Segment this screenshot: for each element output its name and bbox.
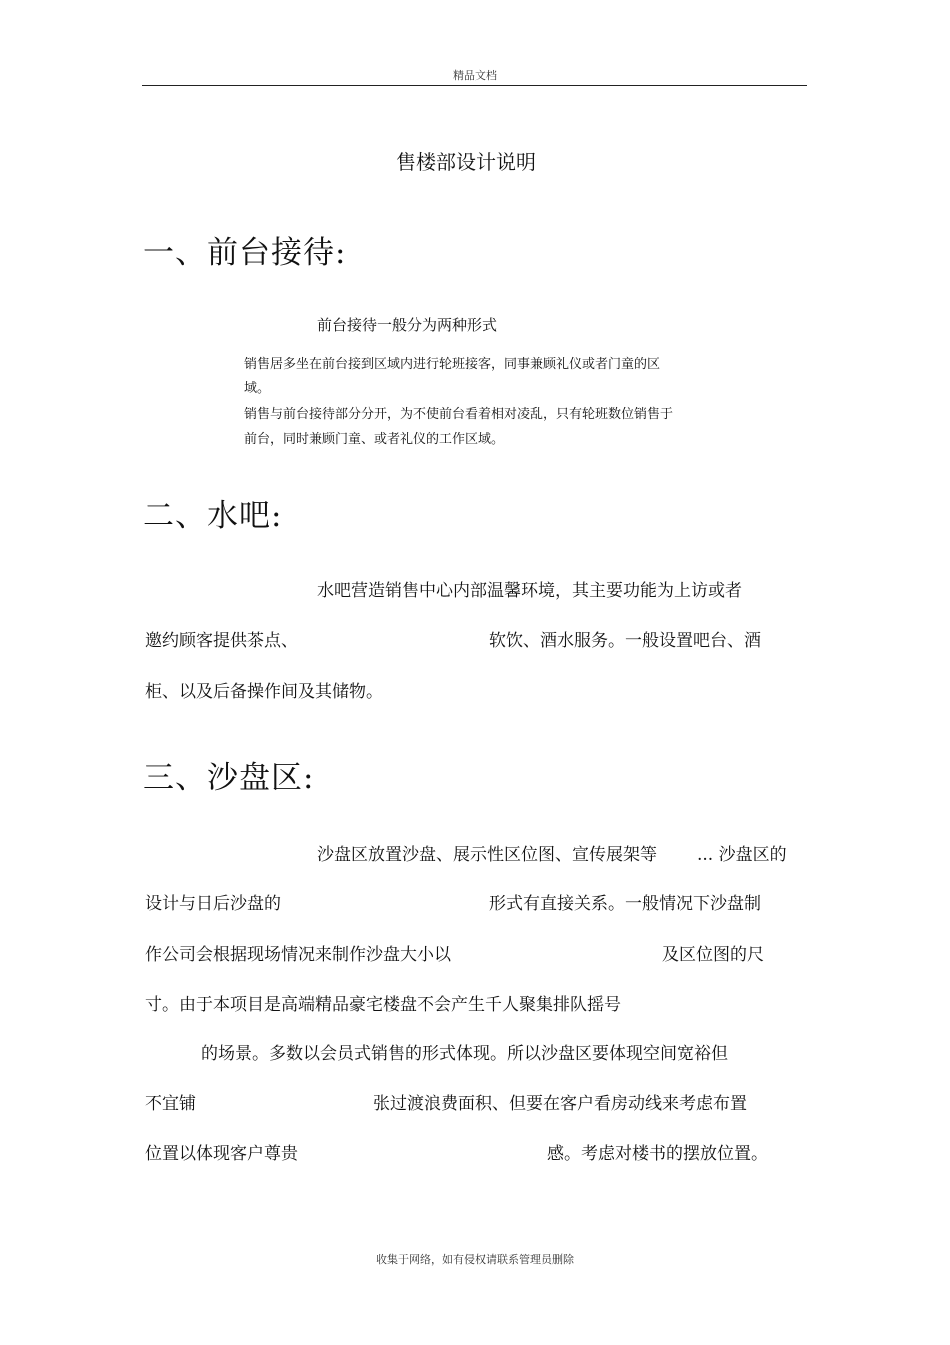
paragraph-line: 沙盘区放置沙盘、展示性区位图、宣传展架等: [317, 845, 657, 865]
list-item-line: 销售居多坐在前台接到区域内进行轮班接客，同事兼顾礼仪或者门童的区: [244, 357, 661, 372]
list-item-line: 前台，同时兼顾门童、或者礼仪的工作区域。: [244, 432, 505, 447]
page-footer: 收集于网络，如有侵权请联系管理员删除: [376, 1253, 574, 1266]
paragraph-line: 及区位图的尺: [662, 945, 764, 965]
page-header: 精品文档: [453, 69, 497, 82]
section-heading-sand-table: 三、沙盘区:: [143, 760, 315, 796]
section-intro: 前台接待一般分为两种形式: [317, 316, 498, 334]
paragraph-line: 软饮、酒水服务。一般设置吧台、酒: [489, 631, 761, 651]
paragraph-line: 水吧营造销售中心内部温馨环境，其主要功能为上访或者: [317, 581, 742, 601]
paragraph-line: 位置以体现客户尊贵: [145, 1144, 298, 1164]
paragraph-line: 作公司会根据现场情况来制作沙盘大小以: [145, 945, 451, 965]
paragraph-line: 形式有直接关系。一般情况下沙盘制: [489, 894, 761, 914]
paragraph-line: 不宜铺: [145, 1094, 196, 1114]
paragraph-line: 邀约顾客提供茶点、: [145, 631, 298, 651]
paragraph-line: 设计与日后沙盘的: [145, 894, 281, 914]
section-heading-reception: 一、前台接待:: [143, 235, 347, 271]
section-heading-water-bar: 二、水吧:: [143, 498, 283, 534]
paragraph-line: 感。考虑对楼书的摆放位置。: [547, 1144, 768, 1164]
paragraph-line: ... 沙盘区的: [697, 845, 787, 865]
header-divider: [142, 85, 807, 86]
paragraph-line: 的场景。多数以会员式销售的形式体现。所以沙盘区要体现空间宽裕但: [201, 1044, 728, 1064]
paragraph-line: 寸。由于本项目是高端精品豪宅楼盘不会产生千人聚集排队摇号: [145, 995, 621, 1015]
paragraph-line: 柜、以及后备操作间及其储物。: [145, 682, 383, 702]
document-title: 售楼部设计说明: [396, 150, 536, 174]
list-item-line: 域。: [244, 381, 271, 396]
paragraph-line: 张过渡浪费面积、但要在客户看房动线来考虑布置: [373, 1094, 747, 1114]
list-item-line: 销售与前台接待部分分开，为不使前台看着相对凌乱，只有轮班数位销售于: [244, 407, 674, 422]
